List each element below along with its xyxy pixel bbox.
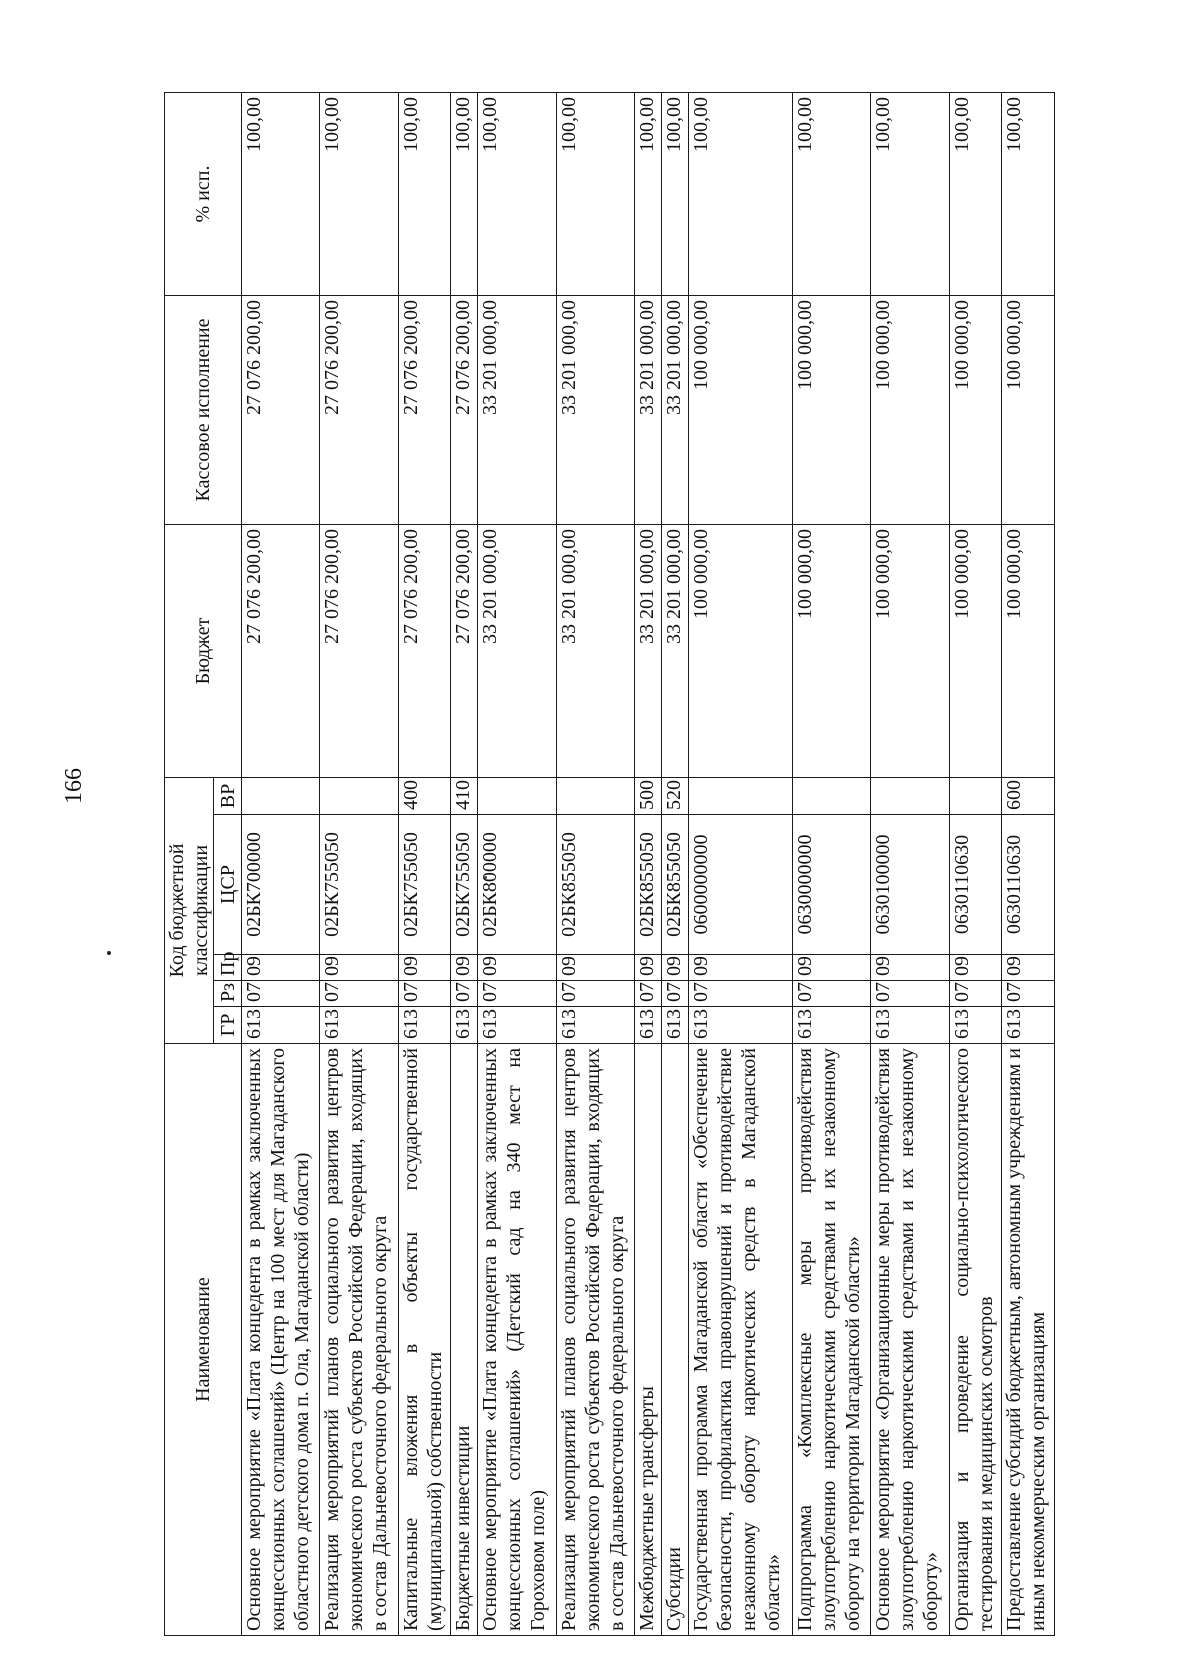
page-number: 166 — [60, 768, 87, 804]
header-name: Наименование — [165, 1044, 242, 1636]
cell-vr: 520 — [661, 778, 688, 815]
header-csr: ЦСР — [214, 815, 242, 955]
cell-cash: 27 076 200,00 — [451, 296, 478, 525]
cell-csr: 02БК755050 — [398, 815, 451, 955]
cell-cash: 27 076 200,00 — [398, 296, 451, 525]
cell-pct: 100,00 — [478, 93, 556, 296]
cell-pr: 09 — [556, 955, 634, 981]
cell-name: Организация и проведение социально-психологического тестирования и медицинских осмотров — [949, 1044, 1002, 1636]
cell-gr: 613 — [949, 1007, 1002, 1044]
cell-rz: 07 — [451, 981, 478, 1007]
cell-pr: 09 — [792, 955, 870, 981]
table-row — [478, 93, 556, 1636]
cell-csr: 02БК800000 — [478, 815, 556, 955]
cell-pct: 100,00 — [792, 93, 870, 296]
table-row — [635, 93, 662, 1636]
cell-gr: 613 — [556, 1007, 634, 1044]
cell-csr: 0630000000 — [792, 815, 870, 955]
cell-csr: 0630110630 — [1002, 815, 1055, 955]
cell-name: Межбюджетные трансферты — [635, 1044, 662, 1636]
cell-vr: 400 — [398, 778, 451, 815]
cell-csr: 0600000000 — [688, 815, 792, 955]
cell-rz: 07 — [556, 981, 634, 1007]
cell-vr — [478, 778, 556, 815]
cell-rz: 07 — [871, 981, 949, 1007]
cell-pct: 100,00 — [451, 93, 478, 296]
cell-pct: 100,00 — [1002, 93, 1055, 296]
cell-vr — [320, 778, 398, 815]
cell-pr: 09 — [688, 955, 792, 981]
cell-cash: 33 201 000,00 — [635, 296, 662, 525]
cell-cash: 33 201 000,00 — [478, 296, 556, 525]
cell-budget: 33 201 000,00 — [556, 525, 634, 778]
cell-rz: 07 — [792, 981, 870, 1007]
cell-rz: 07 — [242, 981, 320, 1007]
cell-gr: 613 — [635, 1007, 662, 1044]
table-row — [949, 93, 1002, 1636]
cell-csr: 02БК855050 — [556, 815, 634, 955]
cell-budget: 100 000,00 — [949, 525, 1002, 778]
header-cash: Кассовое исполнение — [165, 296, 242, 525]
cell-vr — [949, 778, 1002, 815]
cell-gr: 613 — [242, 1007, 320, 1044]
header-rz: Рз — [214, 981, 242, 1007]
cell-name: Бюджетные инвестиции — [451, 1044, 478, 1636]
cell-pr: 09 — [320, 955, 398, 981]
cell-vr: 600 — [1002, 778, 1055, 815]
cell-cash: 100 000,00 — [949, 296, 1002, 525]
cell-budget: 100 000,00 — [688, 525, 792, 778]
header-budget: Бюджет — [165, 525, 242, 778]
cell-vr: 500 — [635, 778, 662, 815]
cell-cash: 100 000,00 — [688, 296, 792, 525]
cell-pct: 100,00 — [871, 93, 949, 296]
table-row — [871, 93, 949, 1636]
budget-table-rotated — [164, 93, 1055, 1636]
cell-pr: 09 — [949, 955, 1002, 981]
cell-gr: 613 — [398, 1007, 451, 1044]
cell-rz: 07 — [661, 981, 688, 1007]
cell-rz: 07 — [478, 981, 556, 1007]
cell-cash: 100 000,00 — [1002, 296, 1055, 525]
cell-name: Предоставление субсидий бюджетным, автономным учреждениям и иным некоммерческим организациям — [1002, 1044, 1055, 1636]
cell-pr: 09 — [398, 955, 451, 981]
table-row — [242, 93, 320, 1636]
cell-name: Субсидии — [661, 1044, 688, 1636]
cell-csr: 02БК855050 — [635, 815, 662, 955]
cell-pr: 09 — [1002, 955, 1055, 981]
cell-csr: 02БК755050 — [451, 815, 478, 955]
scan-speck — [107, 951, 111, 955]
cell-vr — [688, 778, 792, 815]
cell-budget: 27 076 200,00 — [398, 525, 451, 778]
cell-csr: 0630100000 — [871, 815, 949, 955]
header-pr: Пр — [214, 955, 242, 981]
cell-rz: 07 — [320, 981, 398, 1007]
cell-name: Капитальные вложения в объекты государственной (муниципальной) собственности — [398, 1044, 451, 1636]
cell-vr: 410 — [451, 778, 478, 815]
cell-pr: 09 — [242, 955, 320, 981]
cell-pct: 100,00 — [661, 93, 688, 296]
table-row — [556, 93, 634, 1636]
table-row — [451, 93, 478, 1636]
cell-pr: 09 — [871, 955, 949, 981]
cell-name: Реализация мероприятий планов социального развития центров экономического роста субъектов Российской Федерации, входящих в состав Дальневосточного федерального округа — [556, 1044, 634, 1636]
cell-pct: 100,00 — [242, 93, 320, 296]
cell-cash: 27 076 200,00 — [320, 296, 398, 525]
cell-pct: 100,00 — [688, 93, 792, 296]
cell-gr: 613 — [871, 1007, 949, 1044]
cell-rz: 07 — [688, 981, 792, 1007]
cell-pct: 100,00 — [949, 93, 1002, 296]
cell-pct: 100,00 — [556, 93, 634, 296]
cell-name: Государственная программа Магаданской области «Обеспечение безопасности, профилактика правонарушений и противодействие незаконному обороту наркотических средств в Магаданской области» — [688, 1044, 792, 1636]
cell-gr: 613 — [1002, 1007, 1055, 1044]
cell-cash: 100 000,00 — [871, 296, 949, 525]
cell-vr — [792, 778, 870, 815]
cell-name: Основное мероприятие «Организационные меры противодействия злоупотреблению наркотическими средствами и их незаконному обороту» — [871, 1044, 949, 1636]
cell-vr — [556, 778, 634, 815]
cell-name: Реализация мероприятий планов социального развития центров экономического роста субъектов Российской Федерации, входящих в состав Дальневосточного федерального округа — [320, 1044, 398, 1636]
cell-csr: 02БК755050 — [320, 815, 398, 955]
cell-rz: 07 — [398, 981, 451, 1007]
cell-vr — [242, 778, 320, 815]
budget-table — [164, 92, 1055, 1636]
cell-gr: 613 — [688, 1007, 792, 1044]
table-row — [792, 93, 870, 1636]
cell-budget: 33 201 000,00 — [661, 525, 688, 778]
cell-pr: 09 — [478, 955, 556, 981]
header-pct: % исп. — [165, 93, 242, 296]
cell-budget: 100 000,00 — [1002, 525, 1055, 778]
cell-pct: 100,00 — [635, 93, 662, 296]
cell-csr: 02БК700000 — [242, 815, 320, 955]
cell-rz: 07 — [1002, 981, 1055, 1007]
table-row — [661, 93, 688, 1636]
cell-budget: 33 201 000,00 — [478, 525, 556, 778]
cell-budget: 27 076 200,00 — [451, 525, 478, 778]
table-row — [320, 93, 398, 1636]
table-row — [688, 93, 792, 1636]
cell-pct: 100,00 — [320, 93, 398, 296]
cell-budget: 27 076 200,00 — [320, 525, 398, 778]
header-vr: ВР — [214, 778, 242, 815]
header-code-group: Код бюджетной классификации — [165, 778, 214, 1044]
cell-budget: 100 000,00 — [871, 525, 949, 778]
cell-csr: 0630110630 — [949, 815, 1002, 955]
cell-gr: 613 — [451, 1007, 478, 1044]
cell-rz: 07 — [635, 981, 662, 1007]
cell-cash: 100 000,00 — [792, 296, 870, 525]
cell-rz: 07 — [949, 981, 1002, 1007]
table-row — [1002, 93, 1055, 1636]
cell-cash: 27 076 200,00 — [242, 296, 320, 525]
cell-csr: 02БК855050 — [661, 815, 688, 955]
cell-cash: 33 201 000,00 — [556, 296, 634, 525]
cell-gr: 613 — [478, 1007, 556, 1044]
cell-gr: 613 — [661, 1007, 688, 1044]
cell-gr: 613 — [792, 1007, 870, 1044]
cell-name: Подпрограмма «Комплексные меры противодействия злоупотреблению наркотическими средствами и их незаконному обороту на территории Магаданской области» — [792, 1044, 870, 1636]
cell-pr: 09 — [661, 955, 688, 981]
cell-pct: 100,00 — [398, 93, 451, 296]
cell-pr: 09 — [635, 955, 662, 981]
cell-name: Основное мероприятие «Плата концедента в рамках заключенных концессионных соглашений» (Детский сад на 340 мест на Гороховом поле) — [478, 1044, 556, 1636]
header-gr: ГР — [214, 1007, 242, 1044]
table-row — [398, 93, 451, 1636]
cell-gr: 613 — [320, 1007, 398, 1044]
cell-pr: 09 — [451, 955, 478, 981]
cell-vr — [871, 778, 949, 815]
cell-cash: 33 201 000,00 — [661, 296, 688, 525]
cell-budget: 100 000,00 — [792, 525, 870, 778]
cell-budget: 27 076 200,00 — [242, 525, 320, 778]
cell-name: Основное мероприятие «Плата концедента в рамках заключенных концессионных соглашений» (Центр на 100 мест для Магаданского областного детского дома п. Ола, Магаданской области) — [242, 1044, 320, 1636]
cell-budget: 33 201 000,00 — [635, 525, 662, 778]
